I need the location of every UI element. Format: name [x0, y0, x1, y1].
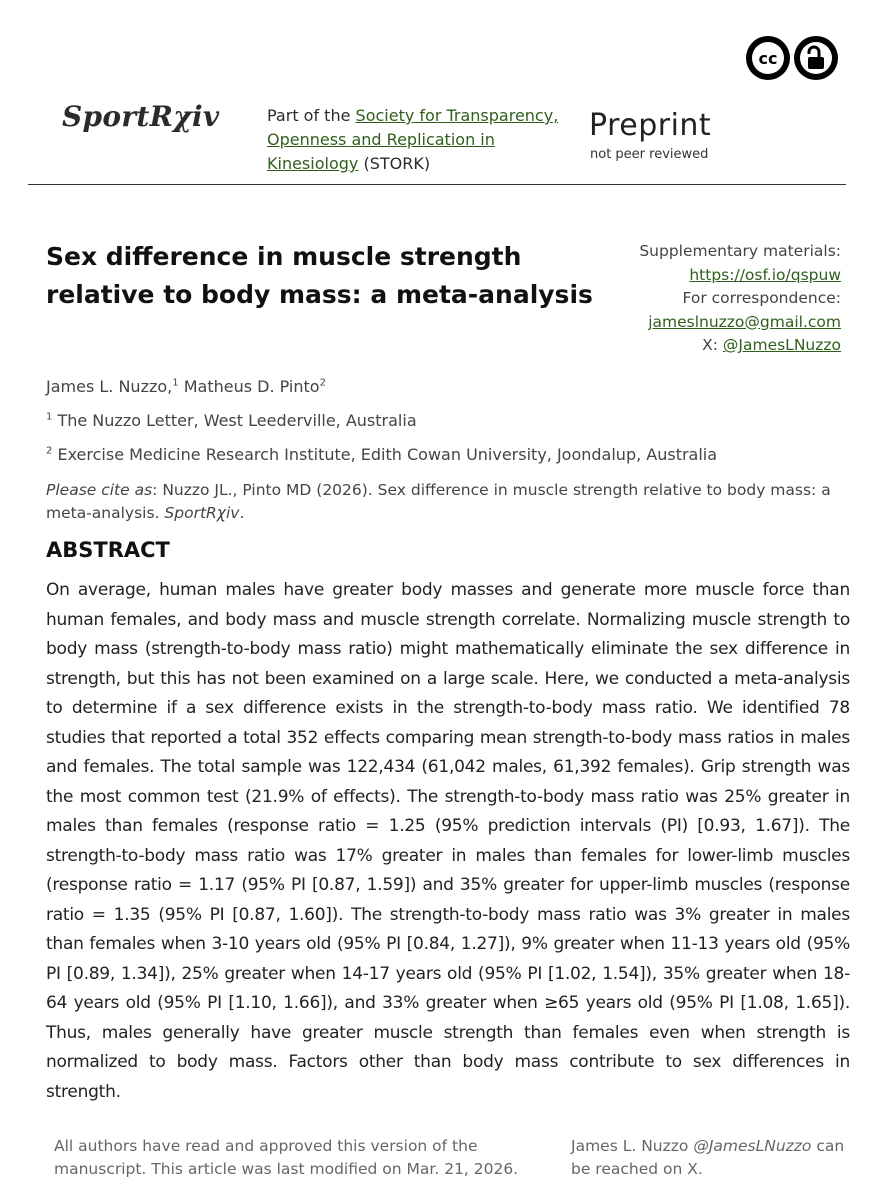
- supplementary-label: Supplementary materials:: [639, 242, 841, 260]
- part-of-statement: [267, 104, 567, 176]
- part-of-suffix: (STORK): [358, 154, 431, 173]
- x-label: X:: [702, 336, 723, 354]
- correspondence-label: For correspondence:: [682, 289, 841, 307]
- footer-contact-note: [571, 1135, 851, 1181]
- brand-logo: SportRχiv: [62, 100, 220, 133]
- citation: [46, 479, 836, 525]
- citation-end: .: [239, 504, 245, 522]
- author-list: [46, 377, 326, 396]
- citation-label: Please cite as: [46, 481, 153, 499]
- author-2-affiliation: 2: [319, 377, 326, 389]
- svg-text:cc: cc: [758, 49, 778, 68]
- not-peer-reviewed-label: not peer reviewed: [590, 147, 709, 162]
- stork-link[interactable]: Society for Transparency, Openness and Replication in Kinesiology: [267, 106, 559, 173]
- x-handle-link[interactable]: @JamesLNuzzo: [722, 336, 841, 354]
- footer-approval-note: All authors have read and approved this version of the manuscript. This article was last modified on Mar. 21, 2026.: [54, 1137, 519, 1178]
- affiliation-2-number: 2: [46, 445, 53, 457]
- author-1: James L. Nuzzo,: [46, 377, 173, 396]
- preprint-label: Preprint: [589, 108, 712, 143]
- footer-contact-suffix: can be reached on X.: [571, 1137, 845, 1178]
- abstract-heading: ABSTRACT: [46, 538, 170, 562]
- affiliation-1-text: The Nuzzo Letter, West Leederville, Australia: [52, 411, 417, 430]
- footer-author-name: James L. Nuzzo: [571, 1137, 694, 1155]
- author-1-affiliation: 1: [172, 377, 179, 389]
- email-link[interactable]: jameslnuzzo@gmail.com: [648, 312, 841, 331]
- part-of-prefix: Part of the: [267, 106, 356, 125]
- affiliation-1: [46, 411, 417, 430]
- contact-info: [560, 240, 841, 358]
- affiliation-2: [46, 445, 717, 464]
- footer-author-handle: @JamesLNuzzo: [693, 1137, 812, 1155]
- creative-commons-icon: [746, 36, 790, 80]
- header-divider: [28, 184, 846, 185]
- paper-title: Sex difference in muscle strength relative to body mass: a meta-analysis: [46, 242, 593, 309]
- supplementary-link[interactable]: https://osf.io/qspuw: [689, 265, 841, 284]
- open-access-icon: [794, 36, 838, 80]
- citation-text: : Nuzzo JL., Pinto MD (2026). Sex difference in muscle strength relative to body mass: a meta-analysis.: [46, 481, 831, 522]
- abstract-body: On average, human males have greater body masses and generate more muscle force than human females, and body mass and muscle strength correlate. Normalizing muscle strength to body mass (strength-to-body mass ratio) might mathematically eliminate the sex difference in strength, but this has not been examined on a large scale. Here, we conducted a meta-analysis to determine if a sex difference exists in the strength-to-body mass ratio. We identified 78 studies that reported a total 352 effects comparing mean strength-to-body mass ratios in males and females. The total sample was 122,434 (61,042 males, 61,392 females). Grip strength was the most common test (21.9% of effects). The strength-to-body mass ratio was 25% greater in males than females (response ratio = 1.25 (95% prediction intervals (PI) [0.93, 1.67]). The strength-to-body mass ratio was 17% greater in males than females for lower-limb muscles (response ratio = 1.17 (95% PI [0.87, 1.59]) and 35% greater for upper-limb muscles (response ratio = 1.35 (95% PI [0.87, 1.60]). The strength-to-body mass ratio was 3% greater in males than females when 3-10 years old (95% PI [0.84, 1.27]), 9% greater when 11-13 years old (95% PI [0.89, 1.34]), 25% greater when 14-17 years old (95% PI [1.02, 1.54]), 35% greater when 18-64 years old (95% PI [1.10, 1.66]), and 33% greater when ≥65 years old (95% PI [1.08, 1.65]). Thus, males generally have greater muscle strength than females even when strength is normalized to body mass. Factors other than body mass contribute to sex differences in strength.: [46, 580, 850, 1102]
- citation-journal: SportRχiv: [164, 504, 240, 522]
- author-2: Matheus D. Pinto: [178, 377, 320, 396]
- affiliation-2-text: Exercise Medicine Research Institute, Edith Cowan University, Joondalup, Australia: [52, 445, 718, 464]
- license-badges: [746, 36, 838, 80]
- affiliation-1-number: 1: [46, 411, 53, 423]
